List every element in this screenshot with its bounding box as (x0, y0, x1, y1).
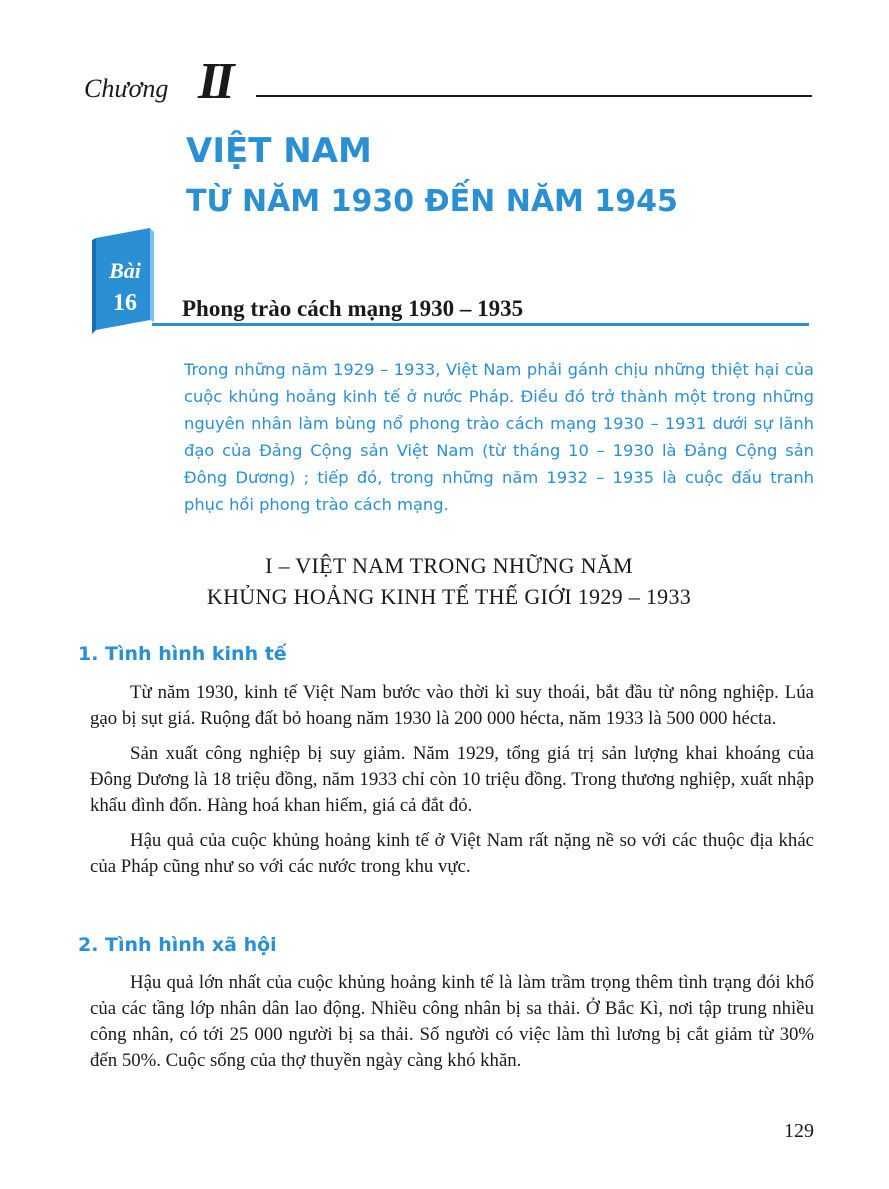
chapter-number: II (198, 53, 231, 110)
paragraph: Hậu quả lớn nhất của cuộc khủng hoảng kinh tế là làm trầm trọng thêm tình trạng đói khổ của các tầng lớp nhân dân lao động. Nhiều công nhân bị sa thải. Ở Bắc Kì, nơi tập trung nhiều công nhân, có tới 25 000 người bị sa thải. Số người có việc làm thì lương bị cắt giảm từ 30% đến 50%. Cuộc sống của thợ thuyền ngày càng khó khăn. (90, 972, 814, 1071)
chapter-title (186, 130, 678, 222)
subsection-heading-society: 2. Tình hình xã hội (78, 934, 277, 956)
chapter-title-line1: VIỆT NAM (186, 131, 372, 171)
lesson-rule (152, 323, 809, 326)
paragraph: Từ năm 1930, kinh tế Việt Nam bước vào thời kì suy thoái, bắt đầu từ nông nghiệp. Lúa gạo bị sụt giá. Ruộng đất bỏ hoang năm 1930 là 200 000 hécta, năm 1933 là 500 000 hécta. (90, 682, 814, 729)
section-heading-line2: KHỦNG HOẢNG KINH TẾ THẾ GIỚI 1929 – 1933 (206, 584, 692, 609)
subsection-body-society (90, 970, 814, 1083)
intro-paragraph (184, 356, 814, 518)
subsection-heading-economy: 1. Tình hình kinh tế (78, 643, 287, 665)
intro-text: Trong những năm 1929 – 1933, Việt Nam phải gánh chịu những thiệt hại của cuộc khủng hoảng kinh tế ở nước Pháp. Điều đó trở thành một trong những nguyên nhân làm bùng nổ phong trào cách mạng 1930 – 1931 dưới sự lãnh đạo của Đảng Cộng sản Việt Nam (từ tháng 10 – 1930 là Đảng Cộng sản Đông Dương) ; tiếp đó, trong những năm 1932 – 1935 là cuộc đấu tranh phục hồi phong trào cách mạng. (184, 360, 814, 514)
subsection-body-economy (90, 680, 814, 889)
lesson-title: Phong trào cách mạng 1930 – 1935 (182, 296, 524, 321)
page-number: 129 (784, 1120, 814, 1142)
lesson-label: Bài (109, 258, 141, 283)
lesson-badge (92, 228, 154, 334)
section-heading-line1: I – VIỆT NAM TRONG NHỮNG NĂM (265, 553, 633, 578)
chapter-rule (256, 95, 812, 97)
paragraph: Hậu quả của cuộc khủng hoảng kinh tế ở Việt Nam rất nặng nề so với các thuộc địa khác của Pháp cũng như so với các nước trong khu vực. (90, 830, 814, 877)
paragraph: Sản xuất công nghiệp bị suy giảm. Năm 1929, tổng giá trị sản lượng khai khoáng của Đông Dương là 18 triệu đồng, năm 1933 chỉ còn 10 triệu đồng. Trong thương nghiệp, xuất nhập khẩu đình đốn. Hàng hoá khan hiếm, giá cả đắt đỏ. (90, 743, 814, 816)
lesson-number: 16 (113, 290, 137, 316)
section-heading (84, 550, 814, 612)
chapter-word: Chương (84, 74, 169, 103)
chapter-title-line2: TỪ NĂM 1930 ĐẾN NĂM 1945 (186, 184, 678, 219)
